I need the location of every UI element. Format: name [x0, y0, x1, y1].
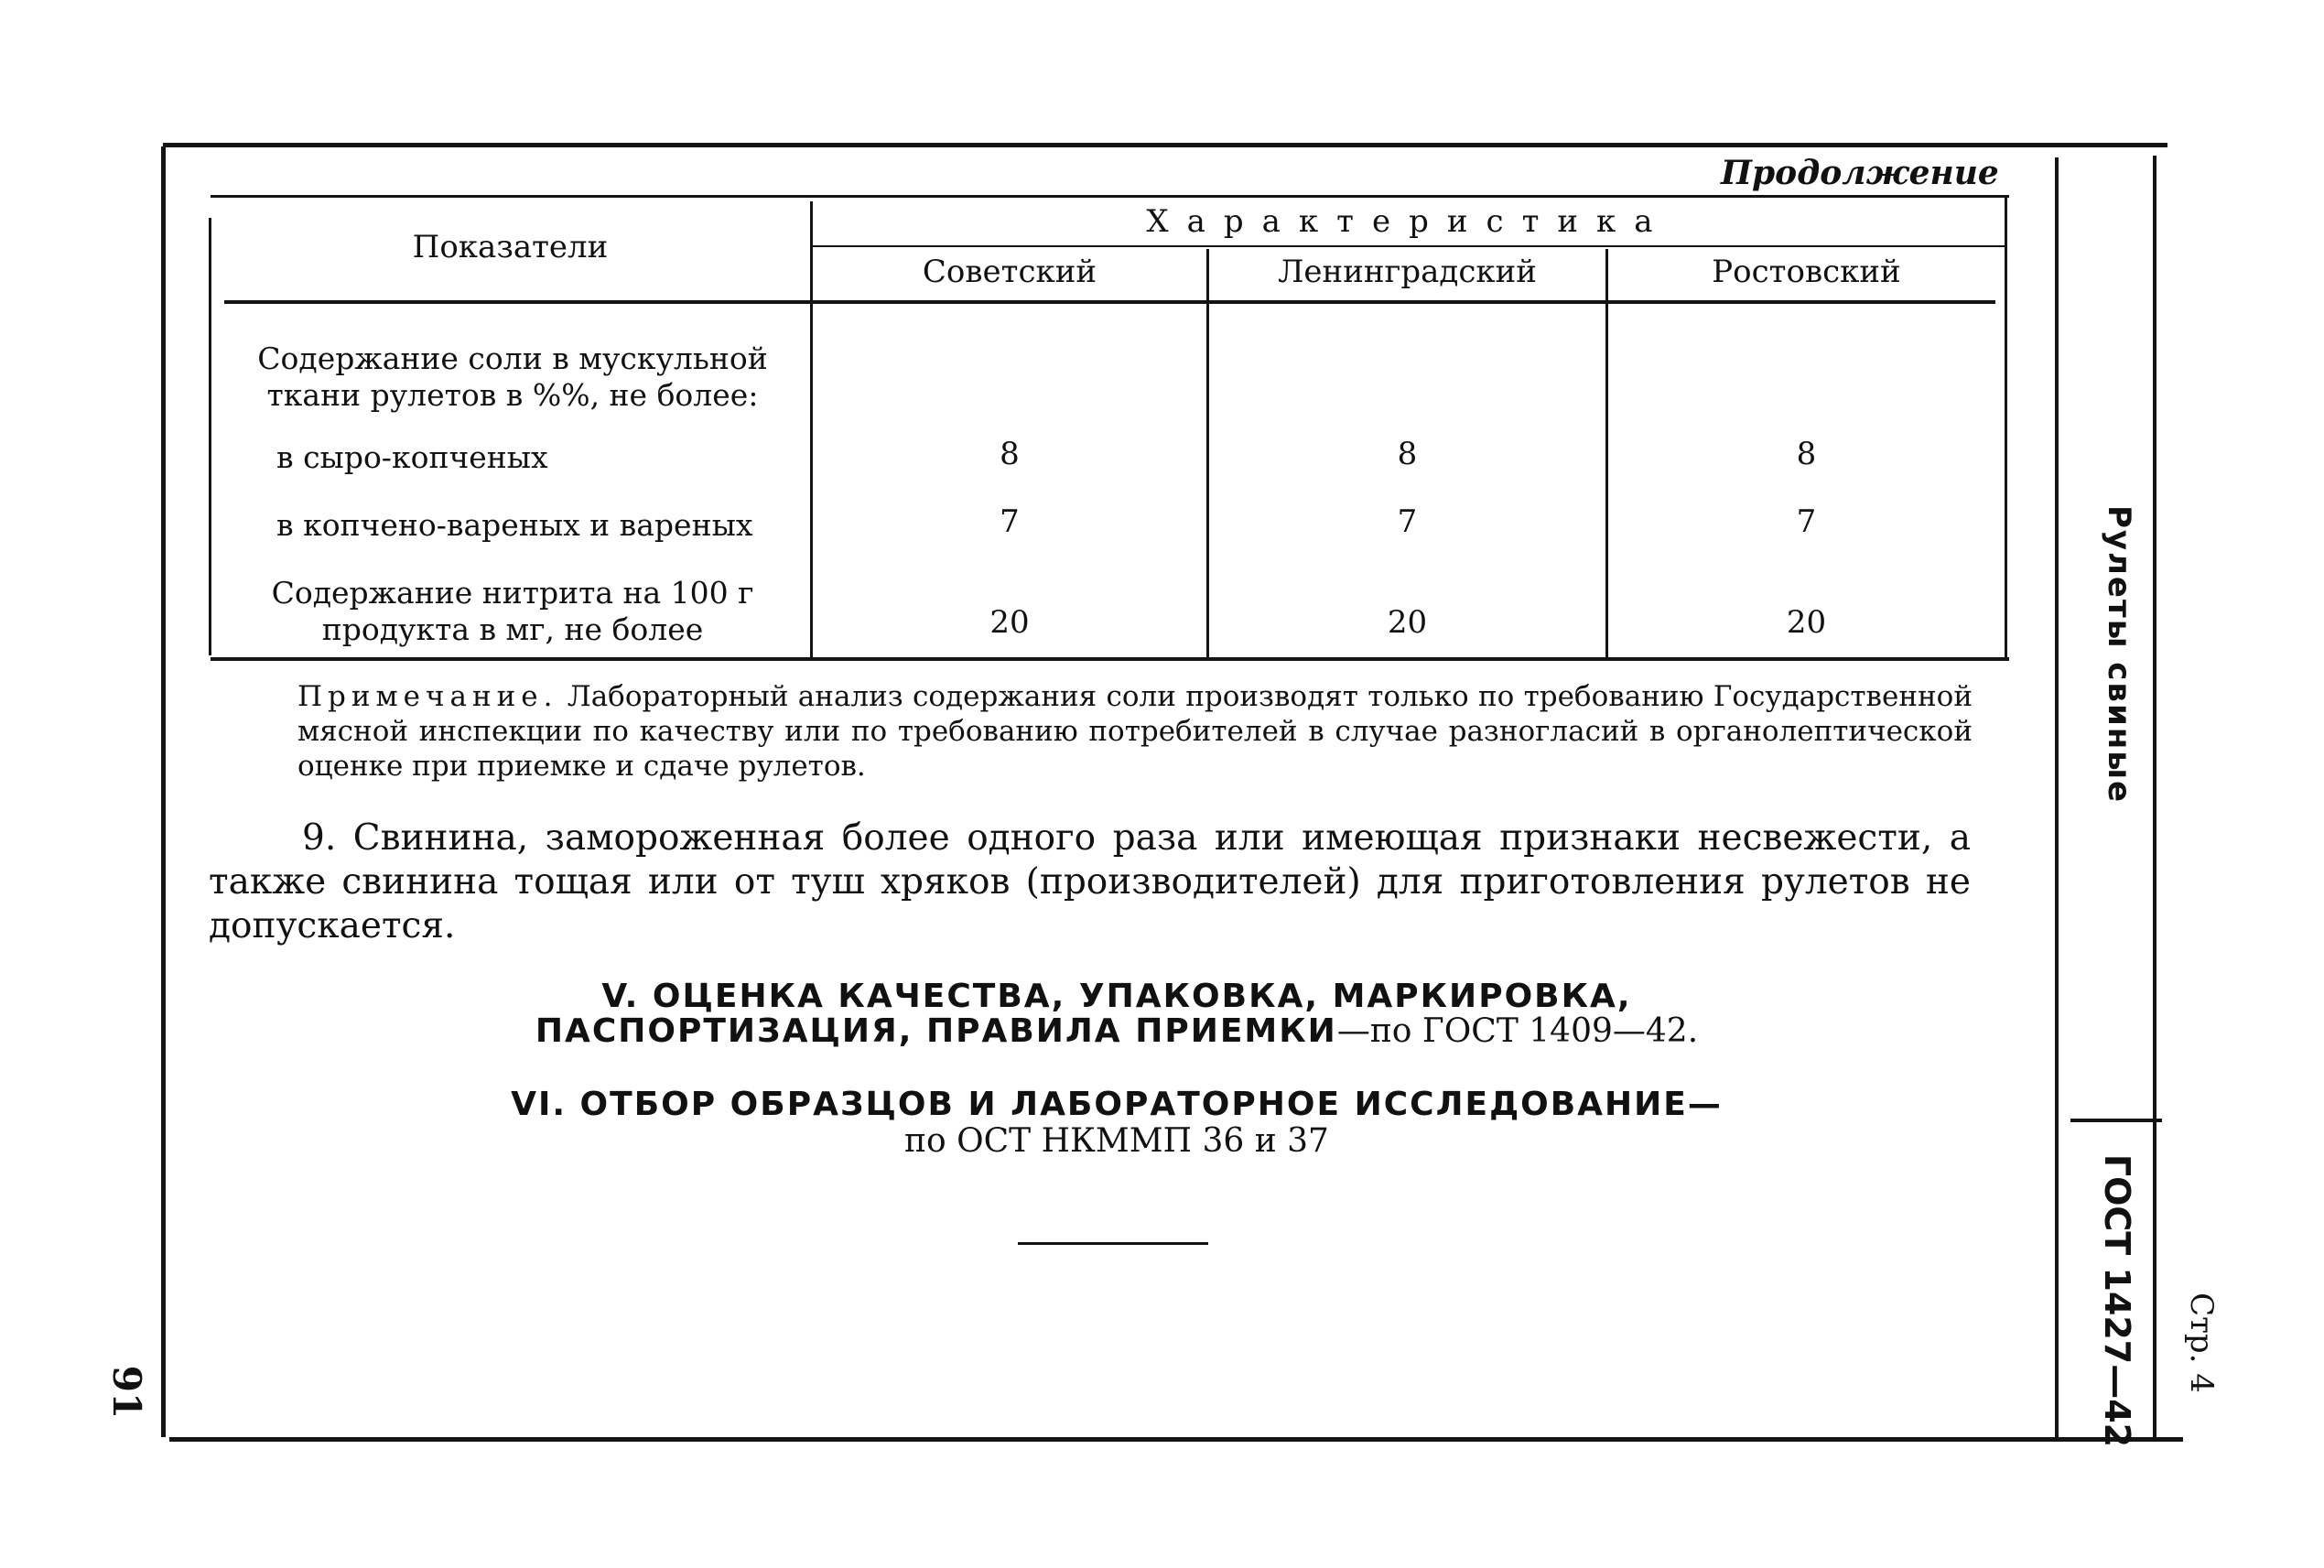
section-5-line2-rest: —по ГОСТ 1409—42. — [1336, 1012, 1699, 1050]
column-header-leningradsky: Ленинградский — [1278, 254, 1537, 290]
table-cell: 20 — [989, 604, 1030, 641]
table-cell: 7 — [1796, 503, 1817, 540]
paragraph-9: 9. Свинина, замороженная более одного раза или имеющая признаки несвежести, а также свинина тощая или от туш хряков (производителей) для приготовления рулетов не допускается. — [209, 817, 1971, 946]
header-group: Характеристика — [1146, 203, 1671, 240]
frame-top-rule — [163, 143, 2167, 147]
section-5-heading-line2 — [229, 1012, 2005, 1051]
column-header-rostovsky: Ростовский — [1712, 254, 1901, 290]
table-note — [297, 679, 1973, 784]
side-gost-number: ГОСТ 1427—42 — [2097, 1153, 2137, 1448]
frame-side-divider — [2055, 157, 2059, 1439]
note-title: Примечание. — [297, 680, 558, 713]
row-label-nitrite: Содержание нитрита на 100 г продукта в мг, не более — [271, 575, 754, 647]
frame-right-rule — [2153, 156, 2156, 1439]
section-6-line2: по ОСТ НКММП 36 и 37 — [904, 1122, 1329, 1160]
table-group-rule — [813, 245, 2007, 247]
table-left-rule — [209, 218, 211, 655]
column-header-sovetsky: Советский — [922, 254, 1097, 290]
note-text: Лабораторный анализ содержания соли производят только по требованию Государственной мясной инспекции по качеству или по требованию потребителей в случае разногласий в органолептической оценке при приемке и сдаче рулетов. — [297, 680, 1973, 783]
table-right-rule — [2005, 198, 2007, 660]
table-cell: 20 — [1786, 604, 1827, 641]
table-cell: 7 — [1000, 503, 1020, 540]
section-6-heading — [229, 1086, 2005, 1124]
end-rule — [1018, 1242, 1208, 1245]
table-cell: 8 — [1397, 436, 1418, 472]
section-5-line1: V. ОЦЕНКА КАЧЕСТВА, УПАКОВКА, МАРКИРОВКА, — [601, 978, 1632, 1015]
table-cell: 8 — [1796, 436, 1817, 472]
side-title: Рулеты свиные — [2101, 504, 2137, 805]
header-indicator: Показатели — [412, 229, 609, 265]
table-cell: 7 — [1397, 503, 1418, 540]
table-cell: 20 — [1387, 604, 1428, 641]
frame-bottom-rule — [169, 1437, 2183, 1442]
side-page-label: Стр. 4 — [2183, 1292, 2220, 1393]
table-top-rule — [211, 195, 2009, 198]
frame-left-rule — [161, 146, 166, 1437]
page-number: 91 — [104, 1365, 149, 1420]
section-6-line1: VI. ОТБОР ОБРАЗЦОВ И ЛАБОРАТОРНОЕ ИССЛЕДОВАНИЕ— — [511, 1086, 1723, 1123]
continuation-label: Продолжение — [1721, 154, 1999, 192]
section-5-heading — [229, 978, 2005, 1016]
row-label-salt: Содержание соли в мускульной ткани рулетов в %%, не более: — [257, 341, 768, 413]
table-bottom-rule — [211, 657, 2009, 661]
table-header-rule — [224, 300, 1995, 304]
section-5-line2-bold: ПАСПОРТИЗАЦИЯ, ПРАВИЛА ПРИЕМКИ — [535, 1012, 1337, 1050]
row-label-smoked-boiled: в копчено-вареных и вареных — [276, 507, 753, 543]
table-cell: 8 — [1000, 436, 1020, 472]
row-label-raw-smoked: в сыро-копченых — [276, 439, 548, 475]
